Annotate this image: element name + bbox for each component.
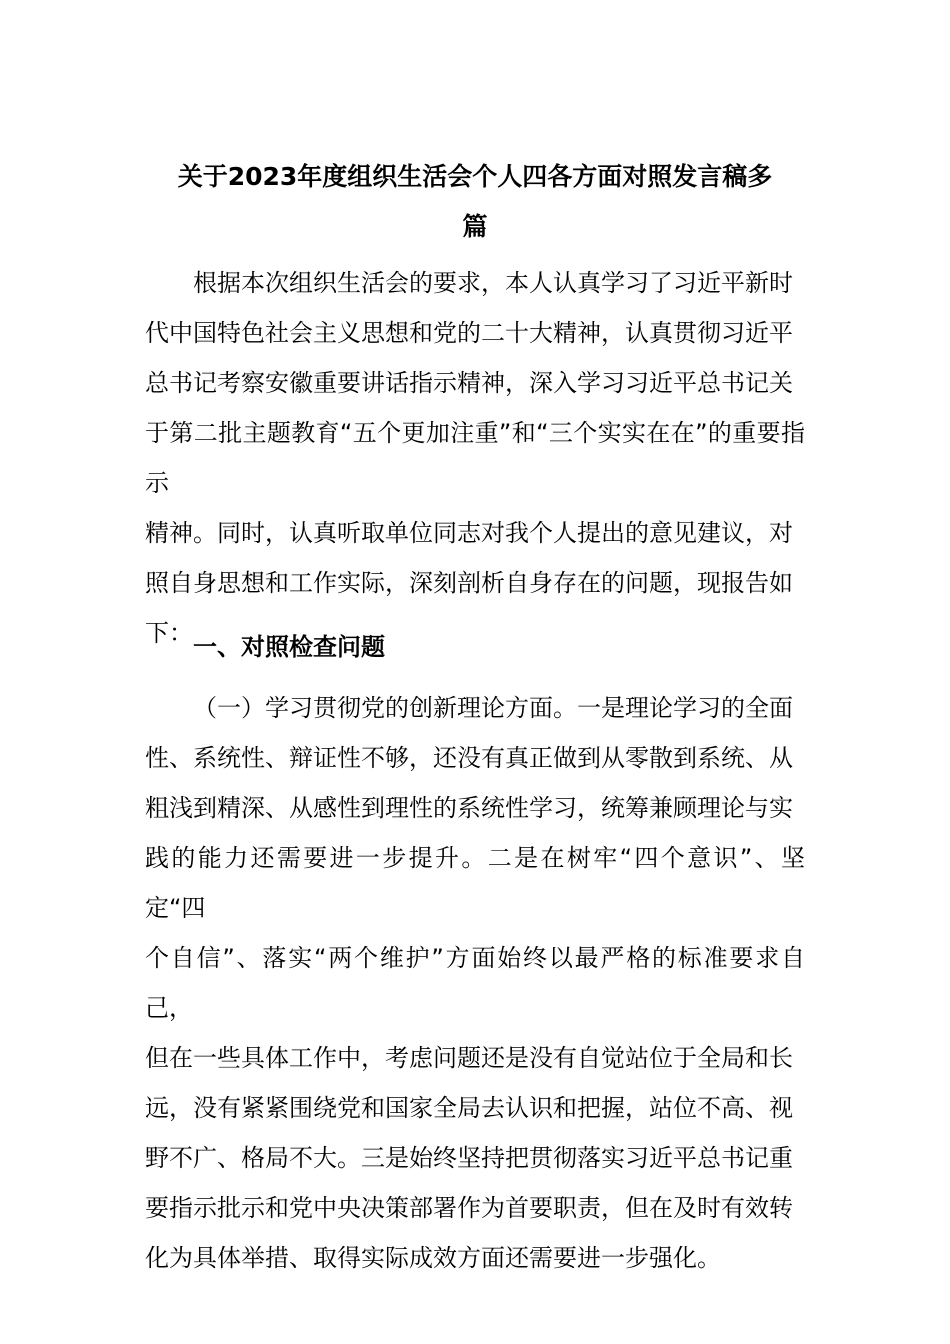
title-line-2: 篇	[462, 212, 488, 241]
subsection-paragraph	[145, 683, 805, 1283]
subsection-line: 个自信”、落实“两个维护”方面始终以最严格的标准要求自己，	[145, 944, 805, 1022]
subsection-line: 但在一些具体工作中，考虑问题还是没有自觉站位于全局和长	[145, 1044, 793, 1072]
intro-line: 代中国特色社会主义思想和党的二十大精神，认真贯彻习近平	[145, 319, 793, 347]
subsection-line: 化为具体举措、取得实际成效方面还需要进一步强化。	[145, 1244, 721, 1272]
subsection-line: 要指示批示和党中央决策部署作为首要职责，但在及时有效转	[145, 1194, 793, 1222]
subsection-line: 粗浅到精深、从感性到理性的系统性学习，统筹兼顾理论与实	[145, 794, 793, 822]
intro-line: 于第二批主题教育“五个更加注重”和“三个实实在在”的重要指示	[145, 419, 805, 497]
intro-line: 下：	[145, 619, 193, 647]
intro-line: 根据本次组织生活会的要求，本人认真学习了习近平新时	[193, 269, 793, 297]
subsection-line: 远，没有紧紧围绕党和国家全局去认识和把握，站位不高、视	[145, 1094, 793, 1122]
section-heading: 一、对照检查问题	[193, 633, 385, 661]
document-title	[145, 152, 805, 252]
intro-line: 照自身思想和工作实际，深刻剖析自身存在的问题，现报告如	[145, 569, 793, 597]
intro-line: 总书记考察安徽重要讲话指示精神，深入学习习近平总书记关	[145, 369, 793, 397]
intro-paragraph	[145, 258, 805, 658]
subsection-line: 践的能力还需要进一步提升。二是在树牢“四个意识”、坚定“四	[145, 844, 805, 922]
subsection-line: （一）学习贯彻党的创新理论方面。一是理论学习的全面	[193, 694, 793, 722]
subsection-line: 性、系统性、辩证性不够，还没有真正做到从零散到系统、从	[145, 744, 793, 772]
subsection-line: 野不广、格局不大。三是始终坚持把贯彻落实习近平总书记重	[145, 1144, 793, 1172]
intro-line: 精神。同时，认真听取单位同志对我个人提出的意见建议，对	[145, 519, 793, 547]
title-line-1: 关于2023年度组织生活会个人四各方面对照发言稿多	[177, 162, 773, 191]
